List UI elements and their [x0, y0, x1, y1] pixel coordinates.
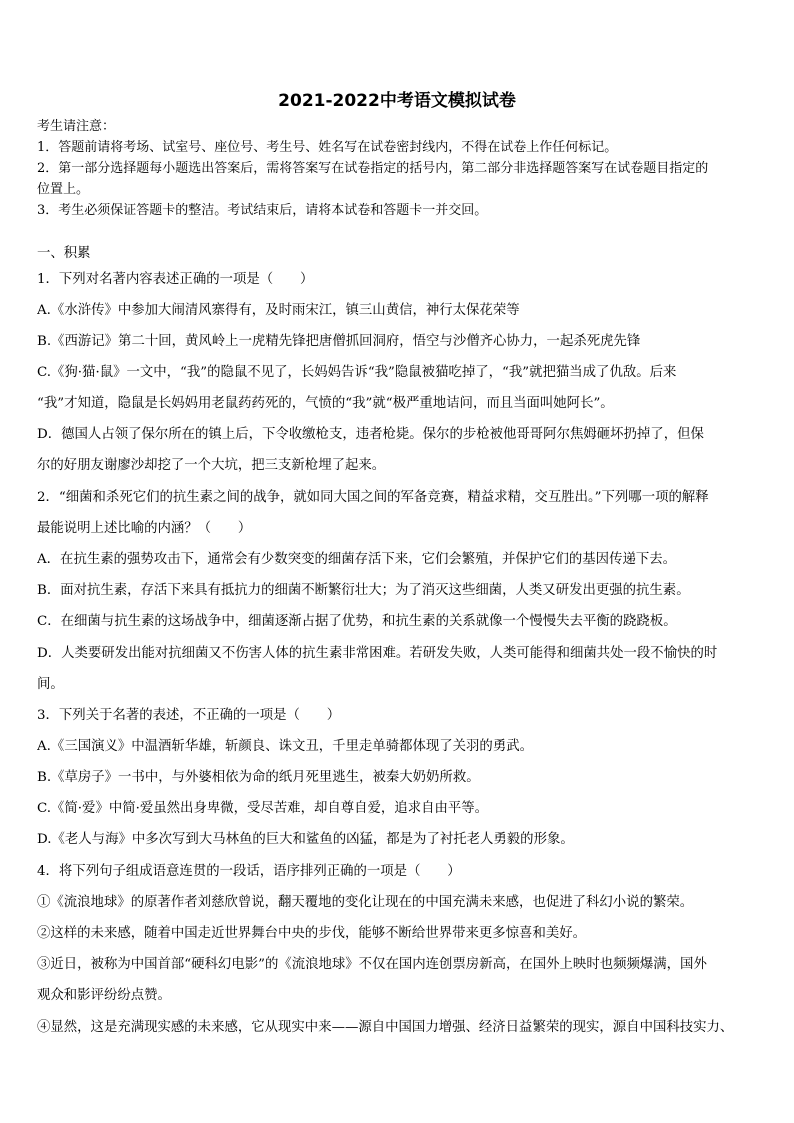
- question-stem: 1．下列对名著内容表述正确的一项是（ ）: [37, 272, 314, 287]
- option-d-continued: 间。: [37, 677, 64, 692]
- option-a: A.《三国演义》中温酒斩华雄，斩颜良、诛文丑，千里走单骑都体现了关羽的勇武。: [37, 739, 533, 754]
- sentence-4: ④显然，这是充满现实感的未来感，它从现实中来——源自中国国力增强、经济日益繁荣的现实，源自中国科技实力、: [37, 1020, 734, 1035]
- question-stem-continued: 最能说明上述比喻的内涵？（ ）: [37, 521, 252, 536]
- sentence-3-continued: 观众和影评纷纷点赞。: [37, 988, 171, 1003]
- question-stem: 4．将下列句子组成语意连贯的一段话，语序排列正确的一项是（ ）: [37, 864, 461, 879]
- option-b: B.《草房子》一书中，与外婆相依为命的纸月死里逃生，被秦大奶奶所救。: [37, 770, 480, 785]
- notice-item: 3．考生必须保证答题卡的整洁。考试结束后，请将本试卷和答题卡一并交回。: [37, 203, 488, 218]
- sentence-3: ③近日，被称为中国首部“硬科幻电影”的《流浪地球》不仅在国内连创票房新高，在国外上映时也频频爆满，国外: [37, 957, 707, 972]
- question-stem: 3．下列关于名著的表述，不正确的一项是（ ）: [37, 708, 341, 723]
- option-d-continued: 尔的好朋友谢廖沙却挖了一个大坑，把三支新枪埋了起来。: [37, 458, 386, 473]
- exam-title: 2021-2022中考语文模拟试卷: [278, 91, 516, 111]
- option-d: D．人类要研发出能对抗细菌又不伤害人体的抗生素非常困难。若研发失败，人类可能得和细菌共处一段不愉快的时: [37, 646, 718, 661]
- option-a: A．在抗生素的强势攻击下，通常会有少数突变的细菌存活下来，它们会繁殖，并保护它们的基因传递下去。: [37, 552, 677, 567]
- option-c: C．在细菌与抗生素的这场战争中，细菌逐渐占据了优势，和抗生素的关系就像一个慢慢失去平衡的跷跷板。: [37, 614, 677, 629]
- notice-item: 1．答题前请将考场、试室号、座位号、考生号、姓名写在试卷密封线内，不得在试卷上作任何标记。: [37, 140, 618, 155]
- option-a: A.《水浒传》中参加大闹清风寨得有，及时雨宋江，镇三山黄信，神行太保花荣等: [37, 303, 520, 318]
- option-d: D．德国人占领了保尔所在的镇上后，下令收缴枪支，违者枪毙。保尔的步枪被他哥哥阿尔焦姆砸坏扔掉了，但保: [37, 427, 704, 442]
- option-c: C.《简·爱》中简·爱虽然出身卑微，受尽苦难，却自尊自爱，追求自由平等。: [37, 801, 489, 816]
- option-c-continued: “我”才知道，隐鼠是长妈妈用老鼠药药死的，气愤的“我”就“极严重地诘问，而且当面叫她阿长”。: [37, 396, 614, 411]
- notice-item: 2．第一部分选择题每小题选出答案后，需将答案写在试卷指定的括号内，第二部分非选择题答案写在试卷题目指定的: [37, 161, 709, 176]
- section-heading: 一、积累: [37, 246, 91, 261]
- question-stem: 2．“细菌和杀死它们的抗生素之间的战争，就如同大国之间的军备竞赛，精益求精，交互胜出。”下列哪一项的解释: [37, 490, 709, 505]
- option-d: D.《老人与海》中多次写到大马林鱼的巨大和鲨鱼的凶猛，都是为了衬托老人勇毅的形象。: [37, 832, 574, 847]
- sentence-1: ①《流浪地球》的原著作者刘慈欣曾说，翻天覆地的变化让现在的中国充满未来感，也促进了科幻小说的繁荣。: [37, 895, 694, 910]
- option-c: C.《狗·猫·鼠》一文中，“我”的隐鼠不见了，长妈妈告诉“我”隐鼠被猫吃掉了，“我”就把猫当成了仇敌。后来: [37, 365, 677, 380]
- option-b: B.《西游记》第二十回，黄风岭上一虎精先锋把唐僧抓回洞府，悟空与沙僧齐心协力，一起杀死虎先锋: [37, 334, 641, 349]
- sentence-2: ②这样的未来感，随着中国走近世界舞台中央的步伐，能够不断给世界带来更多惊喜和美好。: [37, 926, 587, 941]
- notice-heading: 考生请注意：: [37, 119, 116, 134]
- notice-item: 位置上。: [37, 182, 90, 197]
- option-b: B．面对抗生素，存活下来具有抵抗力的细菌不断繁衍壮大；为了消灭这些细菌，人类又研发出更强的抗生素。: [37, 583, 690, 598]
